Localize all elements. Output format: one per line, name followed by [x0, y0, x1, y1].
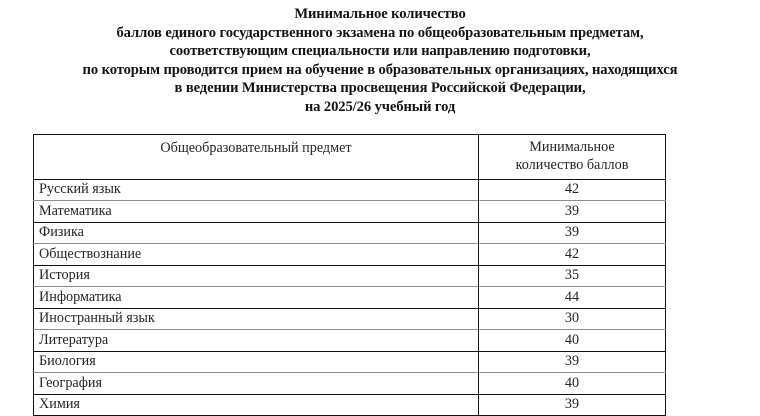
cell-subject: География	[34, 373, 479, 395]
title-line-5: в ведении Министерства просвещения Российской Федерации,	[174, 80, 586, 97]
table-row	[34, 287, 666, 309]
table-row	[34, 265, 666, 287]
column-header-minimum-score	[479, 135, 666, 180]
cell-minimum-score: 39	[564, 396, 580, 413]
cell-subject: Информатика	[34, 287, 479, 309]
cell-minimum-score: 40	[564, 374, 580, 391]
title-line-4: по которым проводится прием на обучение в образовательных организациях, находящихся	[82, 61, 678, 78]
minimum-scores-table	[33, 134, 666, 416]
table-row	[34, 201, 666, 223]
column-header-minimum-score-line1: Минимальное	[529, 139, 615, 155]
cell-subject: Литература	[34, 330, 479, 352]
cell-subject: Математика	[34, 201, 479, 223]
table-row	[34, 308, 666, 330]
cell-subject: История	[34, 265, 479, 287]
table-row	[34, 330, 666, 352]
title-line-3: соответствующим специальности или направлению подготовки,	[169, 43, 591, 60]
table-header-row	[34, 135, 666, 180]
cell-minimum-score: 39	[564, 202, 580, 219]
cell-subject: Физика	[34, 222, 479, 244]
cell-subject: Русский язык	[34, 179, 479, 201]
cell-minimum-score: 39	[564, 224, 580, 241]
table-row	[34, 373, 666, 395]
column-header-minimum-score-line2: количество баллов	[515, 157, 629, 174]
title-line-6: на 2025/26 учебный год	[304, 98, 456, 115]
title-line-2: баллов единого государственного экзамена по общеобразовательным предметам,	[116, 24, 644, 41]
minimum-scores-table-container	[33, 134, 665, 416]
cell-minimum-score: 44	[564, 288, 580, 305]
cell-minimum-score: 35	[564, 267, 580, 284]
table-row	[34, 351, 666, 373]
document-title	[0, 0, 760, 117]
table-row	[34, 394, 666, 416]
table-body	[34, 179, 666, 416]
title-line-1: Минимальное количество	[294, 6, 466, 22]
table-row	[34, 222, 666, 244]
cell-minimum-score: 30	[564, 310, 580, 327]
cell-subject: Химия	[34, 394, 479, 416]
cell-subject: Иностранный язык	[34, 308, 479, 330]
table-header	[34, 135, 666, 180]
column-header-subject-label: Общеобразовательный предмет	[160, 140, 352, 156]
table-row	[34, 244, 666, 266]
table-row	[34, 179, 666, 201]
column-header-subject	[34, 135, 479, 180]
cell-subject: Биология	[34, 351, 479, 373]
cell-minimum-score: 39	[564, 353, 580, 370]
cell-subject: Обществознание	[34, 244, 479, 266]
cell-minimum-score: 42	[564, 181, 580, 198]
cell-minimum-score: 42	[564, 245, 580, 262]
cell-minimum-score: 40	[564, 331, 580, 348]
